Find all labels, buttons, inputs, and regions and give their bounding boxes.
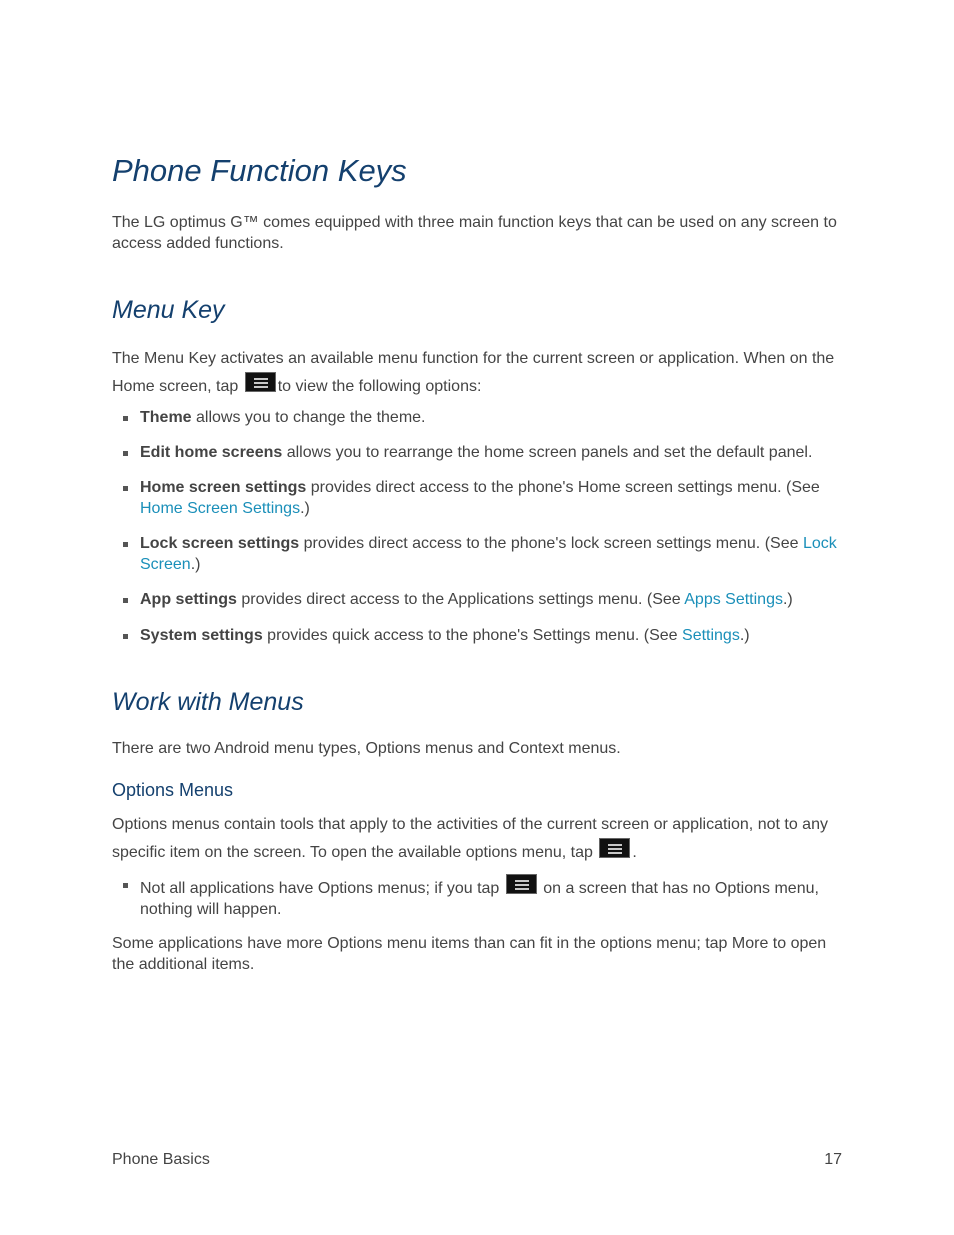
list-item	[140, 589, 844, 610]
menu-key-text-after: to view the following options:	[277, 378, 482, 395]
option-text: provides direct access to the Applications settings menu. (See	[236, 591, 685, 608]
menu-key-paragraph	[112, 346, 844, 400]
lock-screen-link[interactable]: Lock Screen	[140, 535, 837, 573]
list-item	[140, 407, 844, 428]
option-text-after: .)	[782, 591, 793, 608]
list-item	[140, 625, 844, 646]
list-item	[140, 442, 844, 463]
closing-paragraph: Some applications have more Options menu items than can fit in the options menu; tap More to open the additional items.	[112, 935, 827, 973]
options-text-before: Options menus contain tools that apply to the activities of the current screen or application, not to any specific item on the screen. To open the available options menu, tap	[112, 816, 828, 861]
list-item	[140, 477, 844, 519]
page-number: 17	[824, 1151, 842, 1168]
bullet-text-after: on a screen that has no Options menu, nothing will happen.	[140, 880, 819, 918]
menu-key-icon	[506, 874, 537, 894]
work-with-menus-intro: There are two Android menu types, Options menus and Context menus.	[112, 740, 621, 757]
page-title: Phone Function Keys	[112, 153, 407, 188]
list-item	[140, 874, 844, 920]
option-term: System settings	[140, 627, 263, 644]
page-footer	[112, 1149, 842, 1170]
option-text-after: .)	[300, 500, 310, 517]
option-text-after: .)	[190, 556, 201, 573]
intro-paragraph: The LG optimus G™ comes equipped with three main function keys that can be used on any screen to access added functions.	[112, 214, 837, 252]
work-with-menus-heading: Work with Menus	[112, 688, 304, 716]
home-screen-settings-link[interactable]: Home Screen Settings	[140, 500, 301, 517]
bullet-text-before: Not all applications have Options menus; if you tap	[140, 880, 500, 897]
option-text: allows you to rearrange the home screen panels and set the default panel.	[282, 444, 813, 461]
option-text: provides direct access to the phone's lock screen settings menu. (See	[299, 535, 803, 552]
options-menus-heading: Options Menus	[112, 780, 234, 800]
menu-key-text-before: The Menu Key activates an available menu function for the current screen or application. When on the Home screen, tap	[112, 350, 835, 395]
option-text: provides direct access to the phone's Home screen settings menu. (See	[306, 479, 820, 496]
option-text: provides quick access to the phone's Settings menu. (See	[262, 627, 683, 644]
option-term: Theme	[140, 409, 192, 426]
option-term: Lock screen settings	[140, 535, 300, 552]
option-text-after: .)	[739, 627, 750, 644]
options-menus-paragraph	[112, 812, 844, 866]
option-term: Home screen settings	[140, 479, 307, 496]
list-item	[140, 533, 844, 575]
menu-key-icon	[599, 838, 630, 858]
option-term: Edit home screens	[140, 444, 283, 461]
footer-section: Phone Basics	[112, 1151, 210, 1168]
options-text-after: .	[632, 844, 637, 861]
option-text: allows you to change the theme.	[191, 409, 426, 426]
settings-link[interactable]: Settings	[682, 627, 740, 644]
menu-key-icon	[245, 372, 276, 392]
apps-settings-link[interactable]: Apps Settings	[684, 591, 783, 608]
option-term: App settings	[140, 591, 237, 608]
menu-key-heading: Menu Key	[112, 296, 225, 324]
